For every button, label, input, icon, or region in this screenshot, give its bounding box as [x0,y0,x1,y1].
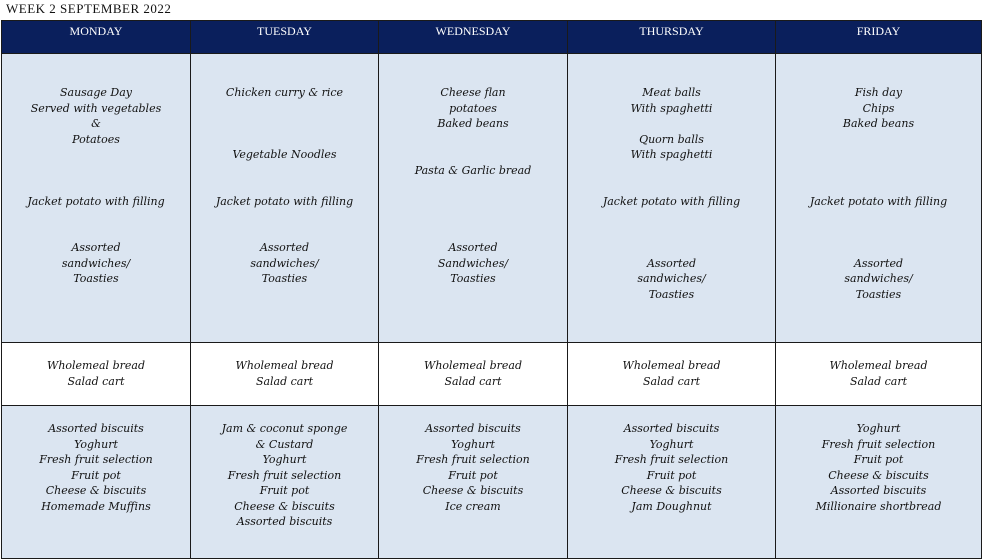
menu-item: With spaghetti [630,101,713,115]
line-spacer [191,178,378,194]
menu-item: Chips [862,101,895,115]
menu-item: Sausage Day [59,86,133,99]
line-spacer [568,116,775,132]
line-spacer [568,178,775,194]
desserts-cell-monday [2,406,191,559]
line-spacer [2,209,190,225]
menu-item: Cheese & biscuits [422,484,524,497]
line-spacer [568,225,775,241]
menu-item: Jacket potato with filling [809,194,948,208]
menu-item: sandwiches/ [61,256,131,270]
line-spacer [379,194,567,210]
menu-table [1,20,982,559]
line-spacer [776,240,981,256]
sides-row [2,343,982,406]
menu-item: sandwiches/ [250,256,319,270]
line-spacer [191,209,378,225]
line-spacer [2,163,190,179]
line-spacer [379,209,567,225]
line-spacer [191,225,378,241]
menu-item: Toasties [261,272,308,285]
desserts-cell-thursday [568,406,776,559]
menu-item: Cheese & biscuits [828,468,929,482]
line-spacer [2,147,190,163]
line-spacer [2,178,190,194]
menu-item: Fresh fruit selection [39,453,153,466]
menu-item: sandwiches/ [844,272,913,285]
line-spacer [379,178,567,194]
menu-item: Jacket potato with filling [27,194,165,208]
menu-item: Wholemeal bread [622,359,721,372]
week-title: WEEK 2 SEPTEMBER 2022 [6,1,172,16]
menu-item: Fresh fruit selection [821,437,936,451]
menu-item: Wholemeal bread [829,359,928,372]
mains-cell-wednesday [379,54,568,343]
line-spacer [191,116,378,132]
menu-item: Jam & coconut sponge [221,422,348,435]
menu-item: Yoghurt [451,437,495,451]
line-spacer [776,132,981,148]
menu-item: Toasties [648,287,695,301]
mains-row [2,54,982,343]
menu-item: Salad cart [849,374,908,388]
line-spacer [568,209,775,225]
line-spacer [776,209,981,225]
desserts-cell-tuesday [191,406,379,559]
menu-item: Salad cart [67,374,125,388]
menu-item: Jacket potato with filling [215,194,354,208]
sides-cell-tuesday [191,343,379,406]
menu-item: Millionaire shortbread [815,499,942,513]
menu-item: Jacket potato with filling [602,194,741,208]
sides-cell-thursday [568,343,776,406]
menu-item: Assorted [71,241,121,254]
menu-item: sandwiches/ [637,272,706,285]
mains-cell-monday [2,54,191,343]
desserts-cell-wednesday [379,406,568,559]
menu-item: Cheese & biscuits [234,499,335,513]
menu-item: With spaghetti [630,148,713,161]
line-spacer [568,163,775,179]
menu-item: Toasties [450,272,496,285]
menu-item: Yoghurt [856,422,901,435]
menu-item: Assorted biscuits [48,422,144,435]
day-header-tuesday: TUESDAY [191,21,379,54]
line-spacer [191,132,378,148]
line-spacer [568,240,775,256]
menu-item: Yoghurt [262,453,307,466]
menu-item: Fruit pot [71,468,121,482]
menu-item: Assorted biscuits [425,422,521,435]
menu-item: Wholemeal bread [235,359,334,372]
menu-item: potatoes [449,101,497,115]
line-spacer [191,163,378,179]
line-spacer [379,225,567,241]
menu-item: Assorted biscuits [236,515,333,528]
day-header-thursday: THURSDAY [568,21,776,54]
line-spacer [379,147,567,163]
menu-item: & [91,117,101,130]
menu-item: & Custard [255,437,314,451]
desserts-row [2,406,982,559]
menu-item: Assorted biscuits [623,422,720,435]
menu-item: Toasties [855,287,902,301]
day-header-wednesday: WEDNESDAY [379,21,568,54]
menu-item: Baked beans [437,117,509,130]
menu-item: Fresh fruit selection [614,453,729,466]
line-spacer [776,178,981,194]
line-spacer [191,101,378,117]
menu-item: Cheese & biscuits [621,484,722,497]
menu-item: Fruit pot [448,468,498,482]
menu-item: Pasta & Garlic bread [414,163,532,177]
menu-item: Fruit pot [646,468,697,482]
menu-item: Baked beans [842,117,915,130]
mains-cell-thursday [568,54,776,343]
day-header-monday: MONDAY [2,21,191,54]
day-header-row [2,21,982,54]
menu-item: Fresh fruit selection [416,453,530,466]
sides-cell-wednesday [379,343,568,406]
menu-item: Salad cart [255,374,314,388]
menu-item: Fish day [854,86,903,99]
menu-item: Cheese flan [440,86,506,99]
desserts-cell-friday [776,406,982,559]
menu-item: Assorted [448,241,498,254]
menu-item: Served with vegetables [30,101,162,115]
menu-item: Assorted [646,256,697,270]
menu-item: Yoghurt [74,437,118,451]
menu-item: Potatoes [72,132,120,146]
line-spacer [2,225,190,241]
line-spacer [379,132,567,148]
line-spacer [776,225,981,241]
menu-item: Wholemeal bread [47,359,145,372]
menu-item: Fruit pot [853,453,904,466]
sides-cell-monday [2,343,191,406]
day-header-friday: FRIDAY [776,21,982,54]
menu-item: Fruit pot [259,484,310,497]
menu-item: Jam Doughnut [631,499,712,513]
menu-item: Cheese & biscuits [45,484,147,497]
sides-cell-friday [776,343,982,406]
menu-item: Fresh fruit selection [227,468,342,482]
line-spacer [776,163,981,179]
menu-item: Quorn balls [639,132,704,146]
menu-item: Sandwiches/ [437,256,509,270]
menu-item: Assorted [853,256,904,270]
menu-item: Homemade Muffins [41,499,151,513]
menu-item: Assorted [259,241,310,254]
menu-item: Toasties [73,272,119,285]
mains-cell-friday [776,54,982,343]
menu-item: Salad cart [444,374,502,388]
menu-item: Assorted biscuits [830,484,927,497]
menu-item: Yoghurt [649,437,694,451]
menu-item: Meat balls [642,86,701,99]
menu-item: Vegetable Noodles [232,148,337,161]
menu-item: Wholemeal bread [424,359,522,372]
menu-item: Salad cart [642,374,701,388]
menu-item: Ice cream [445,499,501,513]
menu-item: Chicken curry & rice [225,86,344,99]
line-spacer [776,147,981,163]
mains-cell-tuesday [191,54,379,343]
